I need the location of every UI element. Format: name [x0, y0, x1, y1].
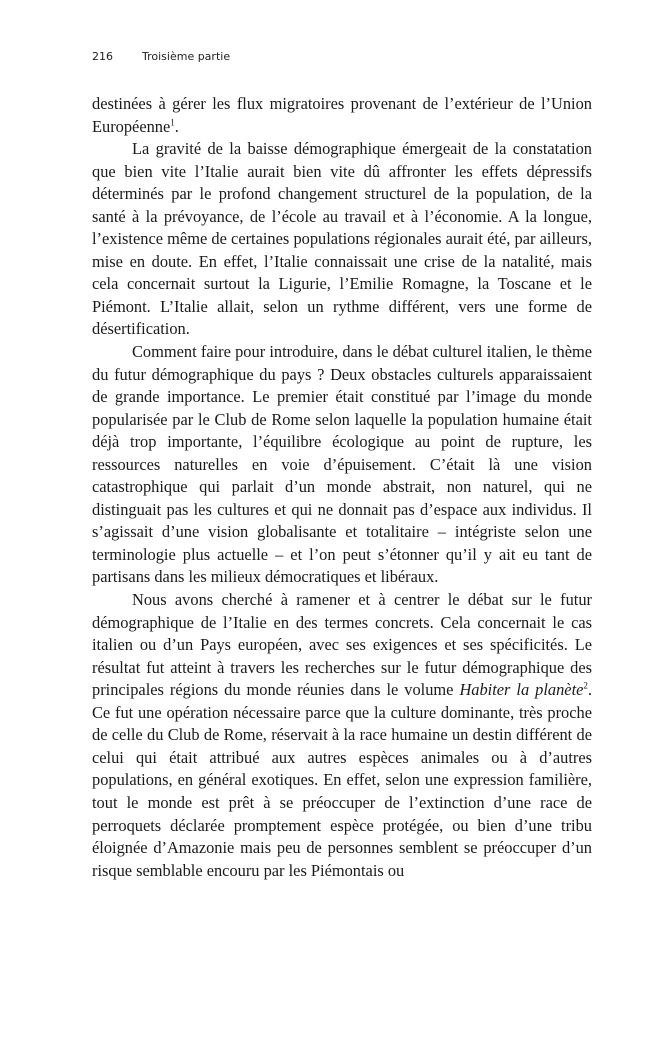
paragraph-text: . Ce fut une opération nécessaire parce que la culture dominante, très proche de celle du Club de Rome, réservait à la race humaine un destin différent de celui qui était attribué aux autres espèces animales ou à d’autres populations, en général exotiques. En effet, selon une expression familière, tout le monde est prêt à se préoccuper de l’extinction d’une race de perroquets déclarée promptement espèce protégée, ou bien d’une tribu éloignée d’Amazonie mais peu de personnes semblent se préoccuper d’un risque semblable encouru par les Piémontais ou [92, 680, 593, 880]
section-title: Troisième partie [142, 50, 231, 63]
paragraph-continuation [92, 93, 592, 138]
running-head [92, 50, 230, 63]
body-text [92, 93, 592, 882]
page-number: 216 [92, 50, 113, 63]
footnote-marker: 1 [170, 117, 175, 128]
paragraph-text: destinées à gérer les flux migratoires provenant de l’extérieur de l’Union Européenne [92, 94, 592, 136]
paragraph: La gravité de la baisse démographique émergeait de la constatation que bien vite l’Italie aurait bien vite dû affronter les effets dépressifs déterminés par le profond changement structurel de la population, de la santé à la prévoyance, de l’école au travail et à l’économie. A la longue, l’existence même de certaines populations régionales aurait été, par ailleurs, mise en doute. En effet, l’Italie connaissait une crise de la natalité, mais cela concernait surtout la Ligurie, l’Emilie Romagne, la Toscane et le Piémont. L’Italie allait, selon un rythme différent, vers une forme de désertification. [92, 139, 592, 339]
paragraph-text: Nous avons cherché à ramener et à centrer le débat sur le futur démographique de l’Italie en des termes concrets. Cela concernait le cas italien ou d’un Pays européen, avec ses exigences et ses spécificités. Le résultat fut atteint à travers les recherches sur le futur démographique des principales régions du monde réunies dans le volume [92, 590, 592, 700]
paragraph-trail: . [174, 116, 179, 136]
paragraph [92, 589, 592, 882]
footnote-marker: 2 [583, 680, 588, 691]
book-title: Habiter la planète [459, 680, 584, 700]
paragraph: Comment faire pour introduire, dans le débat culturel italien, le thème du futur démographique du pays ? Deux obstacles culturels apparaissaient de grande importance. Le premier était constitué par l’image du monde popularisée par le Club de Rome selon laquelle la population humaine était déjà trop importante, l’équilibre écologique au point de rupture, les ressources naturelles en voie d’épuisement. C’était là une vision catastrophique qui parlait d’un monde abstrait, non naturel, qui ne distinguait pas les cultures et qui ne donnait pas d’espace aux individus. Il s’agissait d’une vision globalisante et totalitaire – intégriste selon une terminologie plus actuelle – et l’on peut s’étonner qu’il y ait eu tant de partisans dans les milieux démocratiques et libéraux. [92, 342, 592, 587]
